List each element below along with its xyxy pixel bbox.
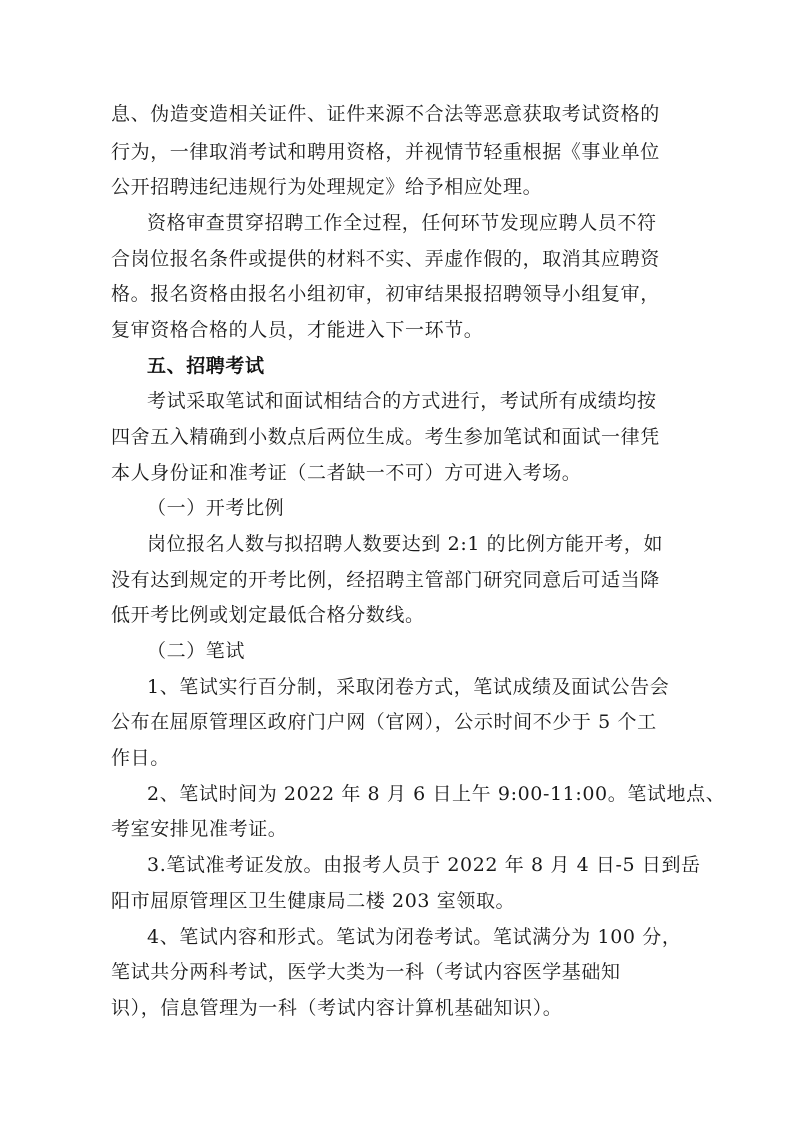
paragraph-line: 资格审查贯穿招聘工作全过程，任何环节发现应聘人员不符 (147, 212, 657, 234)
section-heading: 五、招聘考试 (147, 355, 265, 377)
paragraph-line: 行为，一律取消考试和聘用资格，并视情节轻重根据《事业单位 (111, 141, 660, 163)
paragraph-line: 识），信息管理为一科（考试内容计算机基础知识）。 (111, 997, 563, 1019)
paragraph-line: 岗位报名人数与拟招聘人数要达到 2:1 的比例方能开考，如 (147, 533, 664, 555)
subsection-heading: （二）笔试 (147, 640, 246, 662)
paragraph-line: 1、笔试实行百分制，采取闭卷方式，笔试成绩及面试公告会 (147, 676, 670, 698)
paragraph-line: 阳市屈原管理区卫生健康局二楼 203 室领取。 (111, 890, 516, 912)
paragraph-line: 没有达到规定的开考比例，经招聘主管部门研究同意后可适当降 (111, 569, 660, 591)
paragraph-line: 考试采取笔试和面试相结合的方式进行，考试所有成绩均按 (147, 390, 657, 412)
paragraph-line: 2、笔试时间为 2022 年 8 月 6 日上午 9:00-11:00。笔试地点、 (147, 783, 726, 805)
paragraph-line: 4、笔试内容和形式。笔试为闭卷考试。笔试满分为 100 分， (147, 926, 682, 948)
paragraph-line: 复审资格合格的人员，才能进入下一环节。 (111, 319, 484, 341)
paragraph-line: 笔试共分两科考试，医学大类为一科（考试内容医学基础知 (111, 961, 621, 983)
paragraph-line: 公开招聘违纪违规行为处理规定》给予相应处理。 (111, 176, 543, 198)
subsection-heading: （一）开考比例 (147, 497, 285, 519)
paragraph-line: 作日。 (111, 747, 170, 769)
paragraph-line: 公布在屈原管理区政府门户网（官网），公示时间不少于 5 个工 (111, 711, 657, 733)
paragraph-line: 3.笔试准考证发放。由报考人员于 2022 年 8 月 4 日-5 日到岳 (147, 854, 701, 876)
paragraph-line: 考室安排见准考证。 (111, 818, 288, 840)
paragraph-line: 低开考比例或划定最低合格分数线。 (111, 604, 425, 626)
paragraph-line: 合岗位报名条件或提供的材料不实、弄虚作假的，取消其应聘资 (111, 248, 660, 270)
paragraph-line: 息、伪造变造相关证件、证件来源不合法等恶意获取考试资格的 (111, 103, 660, 125)
paragraph-line: 四舍五入精确到小数点后两位生成。考生参加笔试和面试一律凭 (111, 426, 660, 448)
paragraph-line: 本人身份证和准考证（二者缺一不可）方可进入考场。 (111, 462, 582, 484)
paragraph-line: 格。报名资格由报名小组初审，初审结果报招聘领导小组复审， (111, 283, 660, 305)
